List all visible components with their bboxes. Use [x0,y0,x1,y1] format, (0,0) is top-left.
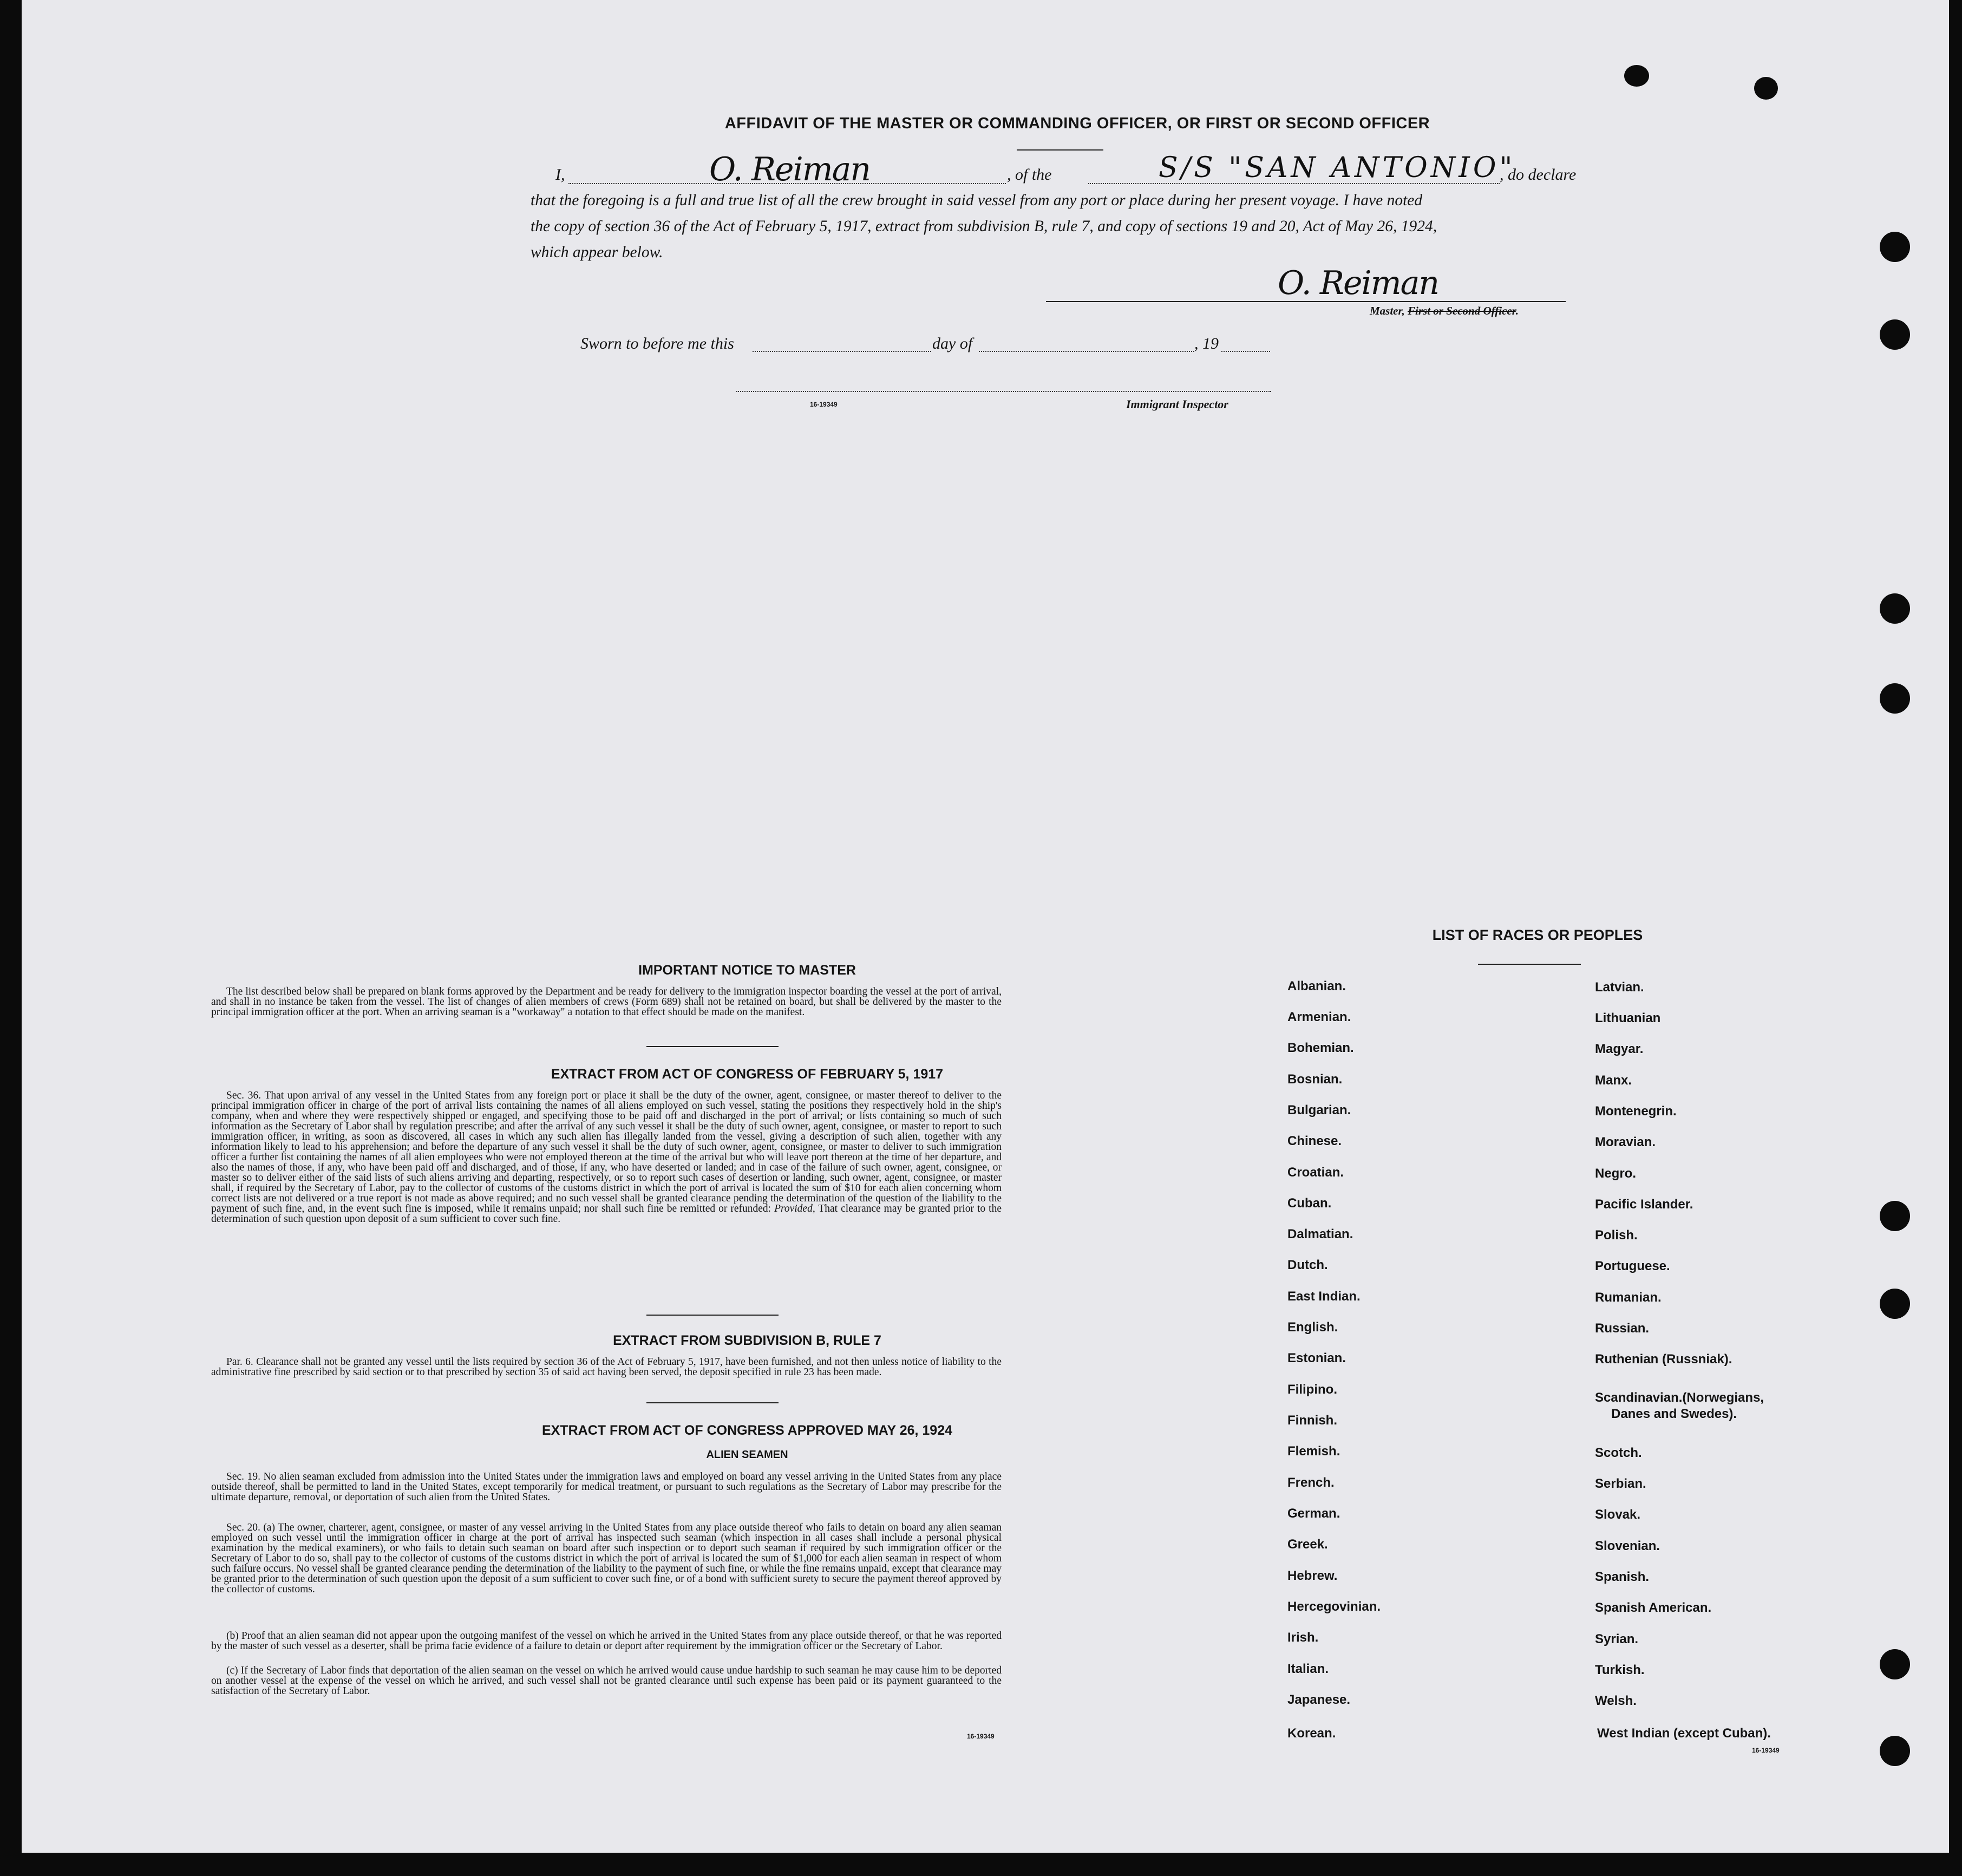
divider [1017,149,1103,151]
race-left: Cuban. [1287,1196,1332,1211]
race-right: Manx. [1595,1073,1632,1088]
race-right: Magyar. [1595,1042,1644,1056]
race-right: Serbian. [1595,1476,1646,1491]
race-right: Ruthenian (Russniak). [1595,1352,1732,1367]
race-right: Slovenian. [1595,1539,1660,1553]
i-label: I, [555,166,565,184]
sec20c-text: (c) If the Secretary of Labor finds that deportation of the alien seaman on the vessel on which he arrived would cause undue hardship to such seaman he may cause him to be deported on another vessel at the expense of the vessel on which he arrived, and such vessel shall not be granted clearance until such expense has been paid or its payment guaranteed to the satisfaction of the Secretary of Labor. [211,1665,1002,1697]
master-signature: O. Reiman [1278,264,1438,302]
notice-text: The list described below shall be prepared on blank forms approved by the Department and be ready for delivery to the immigration inspector boarding the vessel at the port of arrival, and shall in no instance be taken from the vessel. The list of changes of alien members of crews (Form 689) shall not be retained on board, but shall be delivered by the master to the principal immigration officer at the port. When an arriving seaman is a "workaway" a notation to that effect should be made on the manifest. [211,986,1002,1018]
races-title: LIST OF RACES OR PEOPLES [1432,927,1643,943]
declaration-text: which appear below. [531,244,663,261]
inspector-signature-line [736,391,1271,392]
signature-line [1046,301,1566,302]
sec36-text: Sec. 36. That upon arrival of any vessel in the United States from any foreign port or place it shall be the duty of the owner, agent, consignee, or master thereof to deliver to the principal immigration officer in charge of the port of arrival lists containing the names of all aliens employed on such vessel, stating the positions they respectively hold in the ship's company, when and where they were respectively shipped or engaged, and specifying those to be paid off and discharged in the port of arrival; or lists containing so much of such information as the Secretary of Labor shall by regulation prescribe; and after the arrival of any such vessel it shall be the duty of such owner, agent, consignee, or master to report to such immigration officer, in writing, as soon as discovered, all cases in which any such alien has illegally landed from the vessel, giving a description of such alien, together with any information likely to lead to his apprehension; and before the departure of any such vessel it shall be the duty of such owner, agent, consignee, or master to deliver to such immigration officer a further list containing the names of all alien employees who were not employed thereon at the time of the arrival but who will leave port thereon at the time of her departure, and also the names of those, if any, who have been paid off and discharged, and of those, if any, who have deserted or landed; and in case of the failure of such owner, agent, consignee, or master so to deliver either of the said lists of such aliens arriving and departing, respectively, or so to report such cases of desertion or landing, such owner, agent, consignee, or master shall, if required by the Secretary of Labor, pay to the collector of customs of the customs district in which the port of arrival is located the sum of $10 for each alien concerning whom correct lists are not delivered or a true report is not made as above required; and no such vessel shall be granted clearance pending the determination of the question of the liability to the payment of such fine, and, in the event such fine is imposed, while it remains unpaid; nor shall such fine be remitted or refunded: [211,1090,1002,1214]
officer-name-handwritten: O. Reiman [709,151,870,188]
race-right: Pacific Islander. [1595,1197,1693,1212]
form-number: 16-19349 [1752,1747,1780,1754]
notice-title: IMPORTANT NOTICE TO MASTER [638,963,856,978]
race-left: Armenian. [1287,1010,1351,1024]
binder-hole [1880,1649,1910,1679]
race-left: Albanian. [1287,979,1346,993]
race-left: Dutch. [1287,1258,1328,1272]
race-right: Syrian. [1595,1632,1639,1646]
vessel-name-handwritten: S/S "SAN ANTONIO" [1159,152,1516,184]
race-right: Lithuanian [1595,1011,1661,1025]
race-left: English. [1287,1320,1338,1335]
race-right: Rumanian. [1595,1290,1662,1305]
extract-1924-title: EXTRACT FROM ACT OF CONGRESS APPROVED MAY 26, 1924 [541,1423,953,1438]
year-label: , 19 [1194,335,1219,352]
struck-officer-label: First or Second Officer [1408,304,1516,317]
race-left: East Indian. [1287,1289,1361,1304]
race-right: Welsh. [1595,1694,1637,1708]
race-right: Montenegrin. [1595,1104,1677,1119]
signature-caption [1370,304,1519,318]
race-left: Chinese. [1287,1134,1342,1148]
race-right: Slovak. [1595,1507,1641,1522]
alien-seamen-subtitle: ALIEN SEAMEN [706,1449,788,1461]
race-left: Dalmatian. [1287,1227,1353,1241]
race-right: Scotch. [1595,1446,1642,1460]
divider [646,1046,779,1047]
divider [1478,964,1581,965]
caption-period: . [1515,304,1519,317]
binder-hole [1880,593,1910,624]
race-left: Hebrew. [1287,1568,1338,1583]
binder-hole [1880,1736,1910,1766]
race-right: Latvian. [1595,980,1644,995]
form-page [22,0,1949,1853]
race-left: Japanese. [1287,1692,1351,1707]
sworn-day-field [753,350,931,352]
race-right: Turkish. [1595,1663,1645,1677]
race-left: Bohemian. [1287,1041,1354,1055]
form-number: 16-19349 [810,401,838,408]
binder-hole [1880,232,1910,262]
do-declare-label: , do declare [1500,166,1577,184]
race-left: German. [1287,1506,1340,1521]
ink-blot [1624,65,1649,87]
ink-blot [1754,77,1778,100]
sworn-label: Sworn to before me this [580,335,734,352]
sec20a-text: Sec. 20. (a) The owner, charterer, agent, consignee, or master of any vessel arriving in the United States from any place outside thereof who fails to detain on board any alien seaman employed on such vessel until the immigration officer in charge at the port of arrival has inspected such seaman (which inspection in all cases shall include a personal physical examination by the medical examiners), or who fails to detain such seaman on board after such inspection or to deport such seaman if required by such immigration officer or the Secretary of Labor to do so, shall pay to the collector of customs of the customs district in which the port of arrival is located the sum of $1,000 for each alien seaman in respect of whom such failure occurs. No vessel shall be granted clearance pending the determination of the liability to the payment of such fine, or while the fine remains unpaid, except that clearance may be granted prior to the determination of such question upon the deposit of a sum sufficient to cover such fine, or of a bond with sufficient surety to secure the payment thereof approved by the collector of customs. [211,1522,1002,1595]
race-left: Estonian. [1287,1351,1346,1365]
race-left: Finnish. [1287,1413,1337,1428]
sec20b-text: (b) Proof that an alien seaman did not appear upon the outgoing manifest of the vessel on which he arrived in the United States from any place outside thereof, or that he was reported by the master of such vessel as a deserter, shall be prima facie evidence of a failure to detain or deport after requirement by the immigration officer or the Secretary of Labor. [211,1630,1002,1652]
race-right: Spanish. [1595,1570,1650,1584]
sec19-text: Sec. 19. No alien seaman excluded from admission into the United States under the immigration laws and employed on board any vessel arriving in the United States from any place outside thereof, shall be permitted to land in the United States, except temporarily for medical treatment, or pursuant to such regulations as the Secretary of Labor may prescribe for the ultimate departure, removal, or deportation of such alien from the United States. [211,1471,1002,1503]
race-left: Hercegovinian. [1287,1599,1381,1614]
race-left: Bulgarian. [1287,1103,1351,1117]
sworn-month-field [979,350,1194,352]
race-right: Danes and Swedes). [1611,1407,1737,1421]
extract-1917-text [211,1090,1002,1224]
declaration-text: the copy of section 36 of the Act of February 5, 1917, extract from subdivision B, rule 7, and copy of sections 19 and 20, Act of May 26, 1924, [531,218,1437,235]
binder-hole [1880,1289,1910,1319]
race-left: Bosnian. [1287,1072,1343,1087]
of-the-label: , of the [1007,166,1052,184]
extract-1917-title: EXTRACT FROM ACT OF CONGRESS OF FEBRUARY 5, 1917 [551,1067,944,1082]
race-right: Moravian. [1595,1135,1656,1149]
form-number: 16-19349 [967,1733,995,1740]
race-right: Negro. [1595,1166,1637,1181]
race-right: Scandinavian.(Norwegians, [1595,1390,1764,1405]
divider [646,1315,779,1316]
provided-word: Provided, [774,1203,815,1214]
race-left: Greek. [1287,1537,1328,1552]
binder-hole [1880,683,1910,714]
race-left: Italian. [1287,1662,1329,1676]
race-right: Polish. [1595,1228,1638,1243]
race-left: Croatian. [1287,1165,1344,1180]
sec36-text-end: That clearance may be granted prior to the determination of such question upon deposit of a sum sufficient to cover such fine. [211,1203,1002,1225]
binder-hole [1880,319,1910,350]
master-label: Master, [1370,304,1405,317]
race-right: Portuguese. [1595,1259,1670,1273]
race-right: Russian. [1595,1321,1650,1336]
day-of-label: day of [932,335,973,352]
race-left: Irish. [1287,1630,1319,1645]
affidavit-title: AFFIDAVIT OF THE MASTER OR COMMANDING OFFICER, OR FIRST OR SECOND OFFICER [724,115,1430,132]
binder-hole [1880,1201,1910,1231]
race-right: West Indian (except Cuban). [1597,1726,1771,1741]
extract-rule7-title: EXTRACT FROM SUBDIVISION B, RULE 7 [613,1333,881,1348]
race-right: Spanish American. [1595,1600,1712,1615]
race-left: Flemish. [1287,1444,1340,1459]
sworn-year-field [1221,350,1270,352]
inspector-label: Immigrant Inspector [1126,397,1228,411]
extract-rule7-text: Par. 6. Clearance shall not be granted any vessel until the lists required by section 36 of the Act of February 5, 1917, have been furnished, and not then unless notice of liability to the administrative fine prescribed by said section or to that prescribed by section 35 of said act having been served, the deposit specified in rule 23 has been made. [211,1356,1002,1378]
race-left: French. [1287,1475,1335,1490]
divider [646,1402,779,1403]
race-left: Korean. [1287,1726,1336,1741]
race-left: Filipino. [1287,1382,1337,1397]
declaration-text: that the foregoing is a full and true list of all the crew brought in said vessel from any port or place during her present voyage. I have noted [531,192,1423,209]
